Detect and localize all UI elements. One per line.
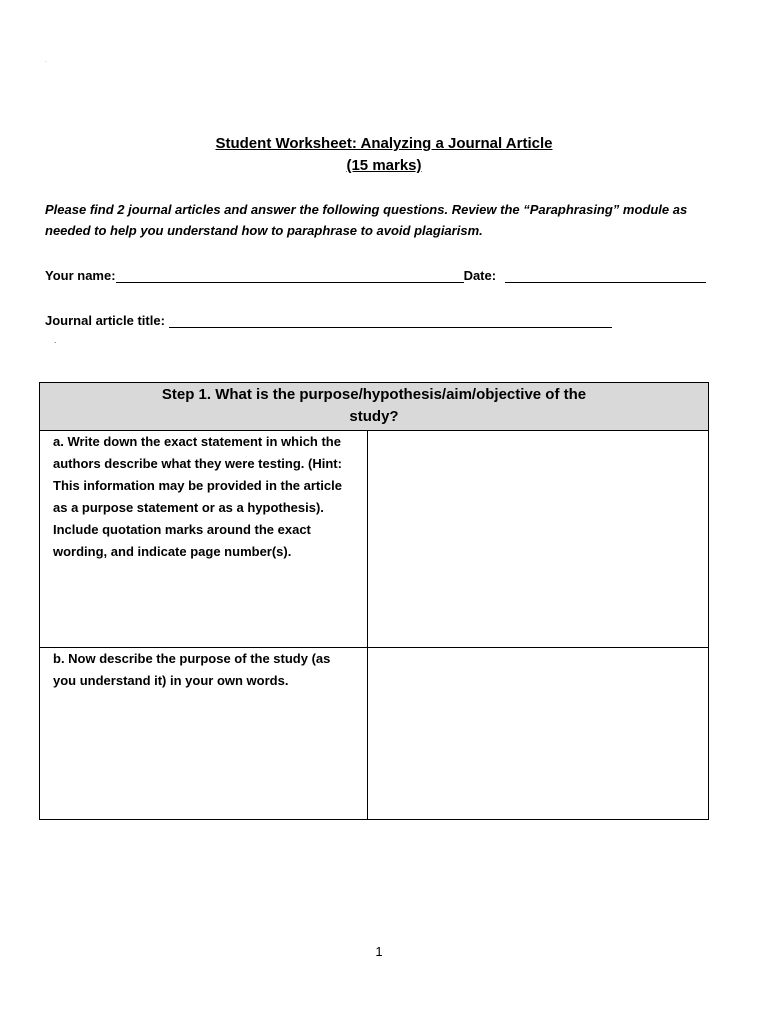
article-title-row (45, 310, 612, 328)
worksheet-title: Student Worksheet: Analyzing a Journal Article (215, 135, 553, 152)
table-row (40, 648, 709, 820)
answer-b-cell[interactable] (368, 648, 709, 820)
article-title-label: Journal article title: (45, 313, 165, 328)
article-title-field[interactable] (169, 313, 612, 328)
step-header-row (40, 383, 709, 431)
stray-mark: . (54, 336, 57, 345)
stray-mark: . (45, 58, 47, 64)
name-label: Your name: (45, 268, 116, 283)
page-number: 1 (375, 944, 383, 959)
answer-a-cell[interactable] (368, 431, 709, 648)
date-label: Date: (463, 268, 497, 283)
name-field[interactable] (116, 268, 464, 283)
instructions-text: Please find 2 journal articles and answer the following questions. Review the “Paraphrasing” module as needed to help you understand how to paraphrase to avoid plagiarism. (45, 202, 688, 238)
question-b: b. Now describe the purpose of the study (as you understand it) in your own words. (40, 648, 368, 820)
date-field[interactable] (505, 268, 706, 283)
question-a: a. Write down the exact statement in which the authors describe what they were testing. (Hint: This information may be provided in the article as a purpose statement or as a hypothesis). Include quotation marks around the exact wording, and indicate page number(s). (40, 431, 368, 648)
step-heading: Step 1. What is the purpose/hypothesis/aim/objective of the study? (40, 383, 709, 431)
worksheet-marks: (15 marks) (346, 157, 422, 174)
table-row (40, 431, 709, 648)
name-date-row (45, 265, 706, 283)
worksheet-table (39, 382, 709, 820)
